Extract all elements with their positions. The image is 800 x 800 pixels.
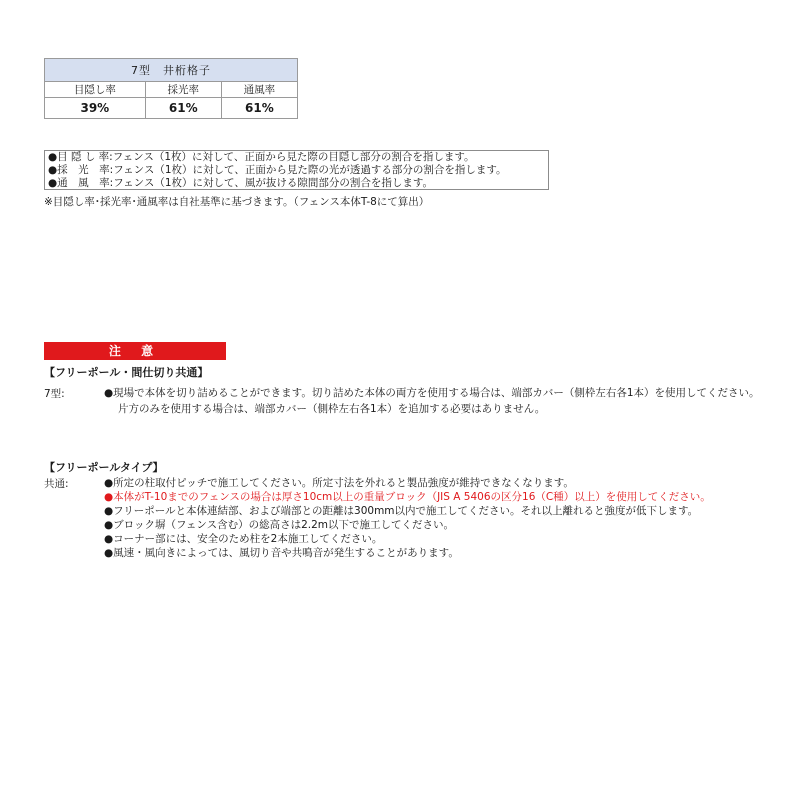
value-privacy-rate: 39% xyxy=(45,98,146,119)
caution-header: 注 意 xyxy=(44,342,226,360)
note-wind-noise: ●風速・風向きによっては、風切り音や共鳴音が発生することがあります。 xyxy=(104,547,459,559)
row-label-type7: 7型: xyxy=(44,388,65,400)
section-title-free-pole: 【フリーポールタイプ】 xyxy=(44,461,164,474)
header-privacy-rate: 目隠し率 xyxy=(45,82,146,98)
note-connection-distance: ●フリーポールと本体連結部、および端部との距離は300mm以内で施工してください。それ以上離れると強度が低下します。 xyxy=(104,505,699,517)
definition-ventilation: ●通 風 率:フェンス（1枚）に対して、風が抜ける隙間部分の割合を指します。 xyxy=(48,177,433,189)
spec-table-value-row xyxy=(45,98,298,119)
definitions-box xyxy=(44,150,549,190)
spec-table-header-row xyxy=(45,82,298,98)
header-light-rate: 採光率 xyxy=(145,82,221,98)
spec-table-title: 7型 井桁格子 xyxy=(45,59,298,82)
note-cut-to-size: ●現場で本体を切り詰めることができます。切り詰めた本体の両方を使用する場合は、端部カバー（側枠左右各1本）を使用してください。 xyxy=(104,387,760,399)
note-one-side: 片方のみを使用する場合は、端部カバー（側枠左右各1本）を追加する必要はありません。 xyxy=(118,403,546,415)
value-light-rate: 61% xyxy=(145,98,221,119)
definition-privacy: ●目 隠 し 率:フェンス（1枚）に対して、正面から見た際の目隠し部分の割合を指します。 xyxy=(48,151,475,163)
spec-table xyxy=(44,58,298,119)
spec-table-title-row xyxy=(45,59,298,82)
footnote: ※目隠し率･採光率･通風率は自社基準に基づきます。（フェンス本体T-8にて算出） xyxy=(44,196,430,208)
note-post-pitch: ●所定の柱取付ピッチで施工してください。所定寸法を外れると製品強度が維持できなくなります。 xyxy=(104,477,574,489)
value-ventilation-rate: 61% xyxy=(221,98,297,119)
section-title-common: 【フリーポール・間仕切り共通】 xyxy=(44,366,209,379)
definition-light: ●採 光 率:フェンス（1枚）に対して、正面から見た際の光が透過する部分の割合を指します。 xyxy=(48,164,507,176)
note-corner-posts: ●コーナー部には、安全のため柱を2本施工してください。 xyxy=(104,533,383,545)
row-label-common: 共通: xyxy=(44,478,69,490)
note-heavy-block: ●本体がT-10までのフェンスの場合は厚さ10cm以上の重量ブロック（JIS A 5406の区分16（C種）以上）を使用してください。 xyxy=(104,491,711,503)
note-total-height: ●ブロック塀（フェンス含む）の総高さは2.2m以下で施工してください。 xyxy=(104,519,455,531)
header-ventilation-rate: 通風率 xyxy=(221,82,297,98)
